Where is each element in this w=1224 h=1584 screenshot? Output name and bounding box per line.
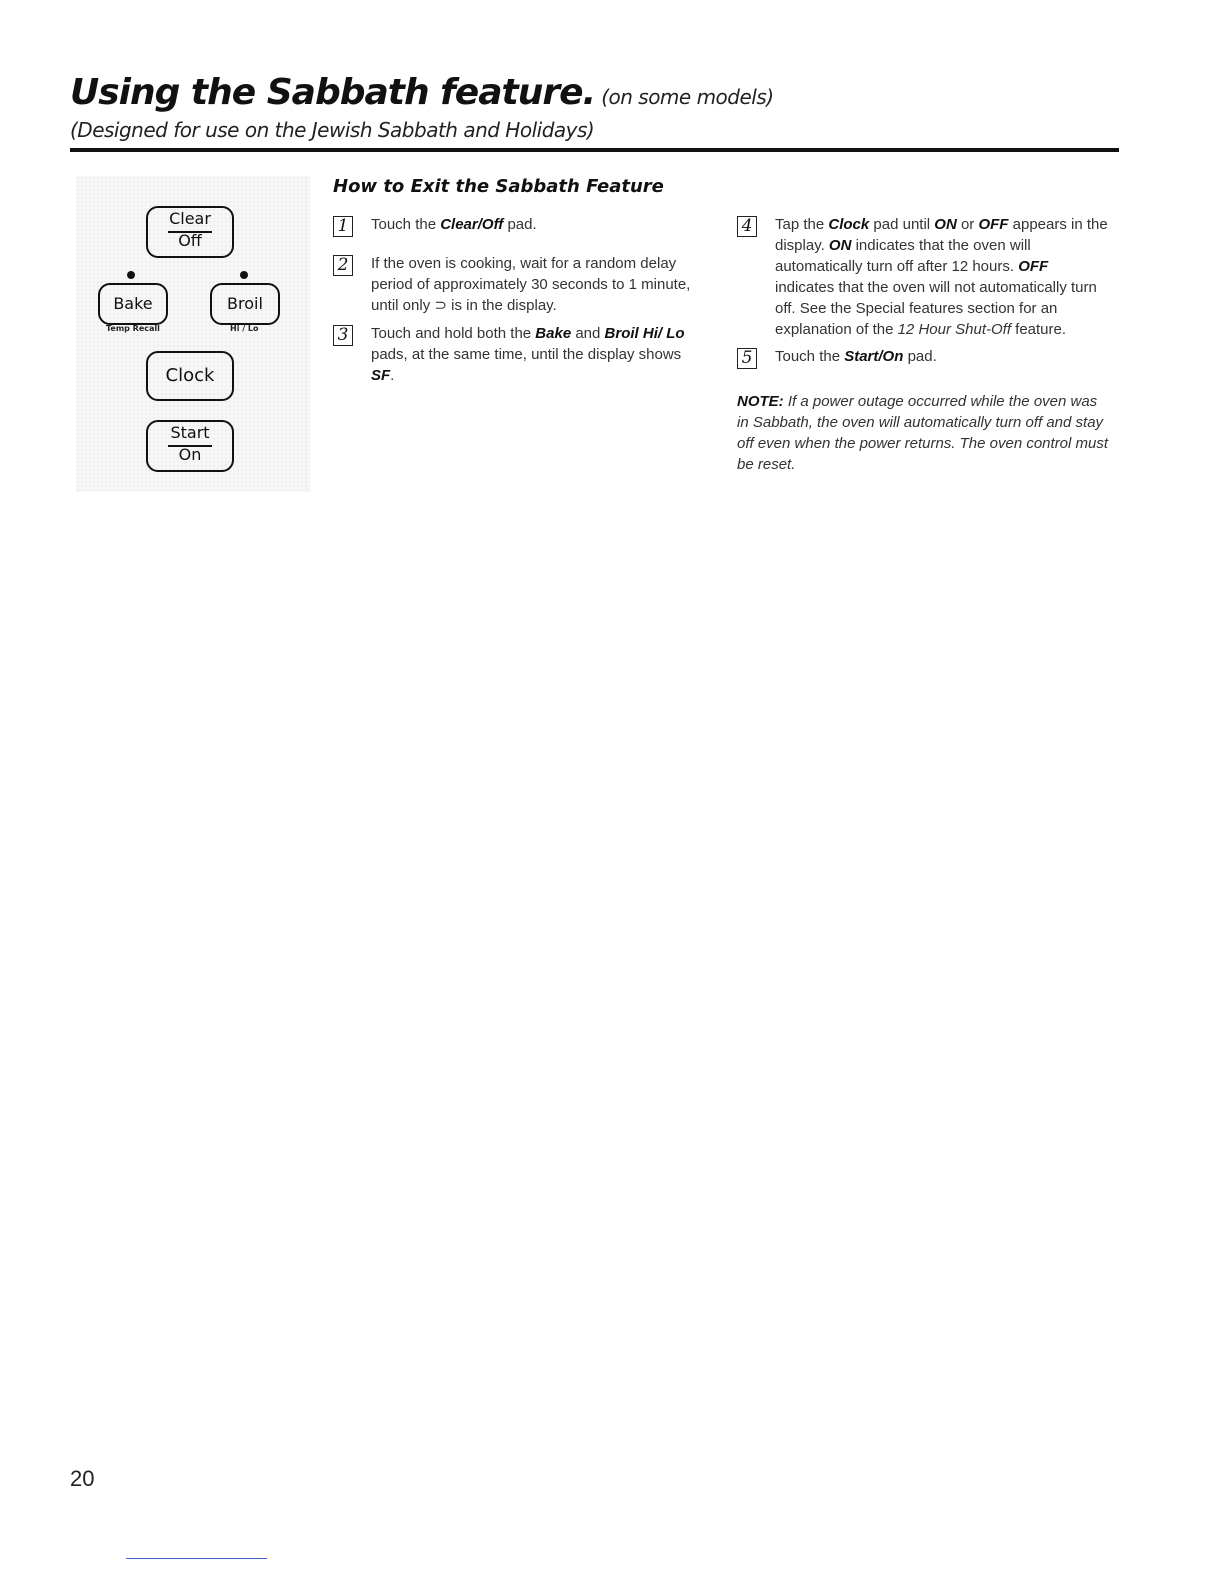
section-title: How to Exit the Sabbath Feature <box>333 176 664 197</box>
start-label: Start <box>170 423 210 442</box>
step-4 <box>737 214 1109 340</box>
note-paragraph <box>737 391 1109 475</box>
step-number: 2 <box>333 255 353 276</box>
bake-key <box>98 283 168 325</box>
header-rule <box>70 148 1119 152</box>
broil-indicator-dot <box>240 271 248 279</box>
start-on-key <box>146 420 234 472</box>
clock-label: Clock <box>165 365 215 386</box>
title-note: (on some models) <box>601 85 774 109</box>
step-text: Touch and hold both the Bake and Broil Hi/ Lo pads, at the same time, until the display shows SF. <box>371 325 685 384</box>
note-label: NOTE: <box>737 393 784 410</box>
clear-label: Clear <box>169 209 211 228</box>
step-number: 5 <box>737 348 757 369</box>
step-number: 1 <box>333 216 353 237</box>
on-label: On <box>178 445 202 464</box>
page-title: Using the Sabbath feature. <box>70 72 596 113</box>
clear-off-key <box>146 206 234 258</box>
step-2 <box>333 253 703 316</box>
hi-lo-label: Hi / Lo <box>230 324 259 333</box>
page-number: 20 <box>70 1466 95 1491</box>
page-subtitle: (Designed for use on the Jewish Sabbath and Holidays) <box>70 118 595 142</box>
keypad-illustration <box>76 176 310 492</box>
step-5 <box>737 346 1109 369</box>
step-3 <box>333 323 703 386</box>
bake-label: Bake <box>113 294 153 313</box>
step-1 <box>333 214 703 237</box>
temp-recall-label: Temp Recall <box>106 324 160 333</box>
step-text: Tap the Clock pad until ON or OFF appears in the display. ON indicates that the oven will automatically turn off after 12 hours. OFF indicates that the oven will not automatically turn off. See the Special features section for an explanation of the 12 Hour Shut-Off feature. <box>775 216 1108 338</box>
clock-key <box>146 351 234 401</box>
broil-key <box>210 283 280 325</box>
page-header <box>70 72 1120 113</box>
broil-label: Broil <box>227 294 263 313</box>
step-text: Touch the Clear/Off pad. <box>371 216 537 233</box>
off-label: Off <box>178 231 202 250</box>
step-number: 4 <box>737 216 757 237</box>
note-text: If a power outage occurred while the oven was in Sabbath, the oven will automatically turn off and stay off even when the power returns. The oven control must be reset. <box>737 393 1109 473</box>
step-text: If the oven is cooking, wait for a random delay period of approximately 30 seconds to 1 minute, until only ⊃ is in the display. <box>371 255 691 314</box>
footer-link-line <box>126 1558 267 1559</box>
step-number: 3 <box>333 325 353 346</box>
step-text: Touch the Start/On pad. <box>775 348 937 365</box>
bake-indicator-dot <box>127 271 135 279</box>
